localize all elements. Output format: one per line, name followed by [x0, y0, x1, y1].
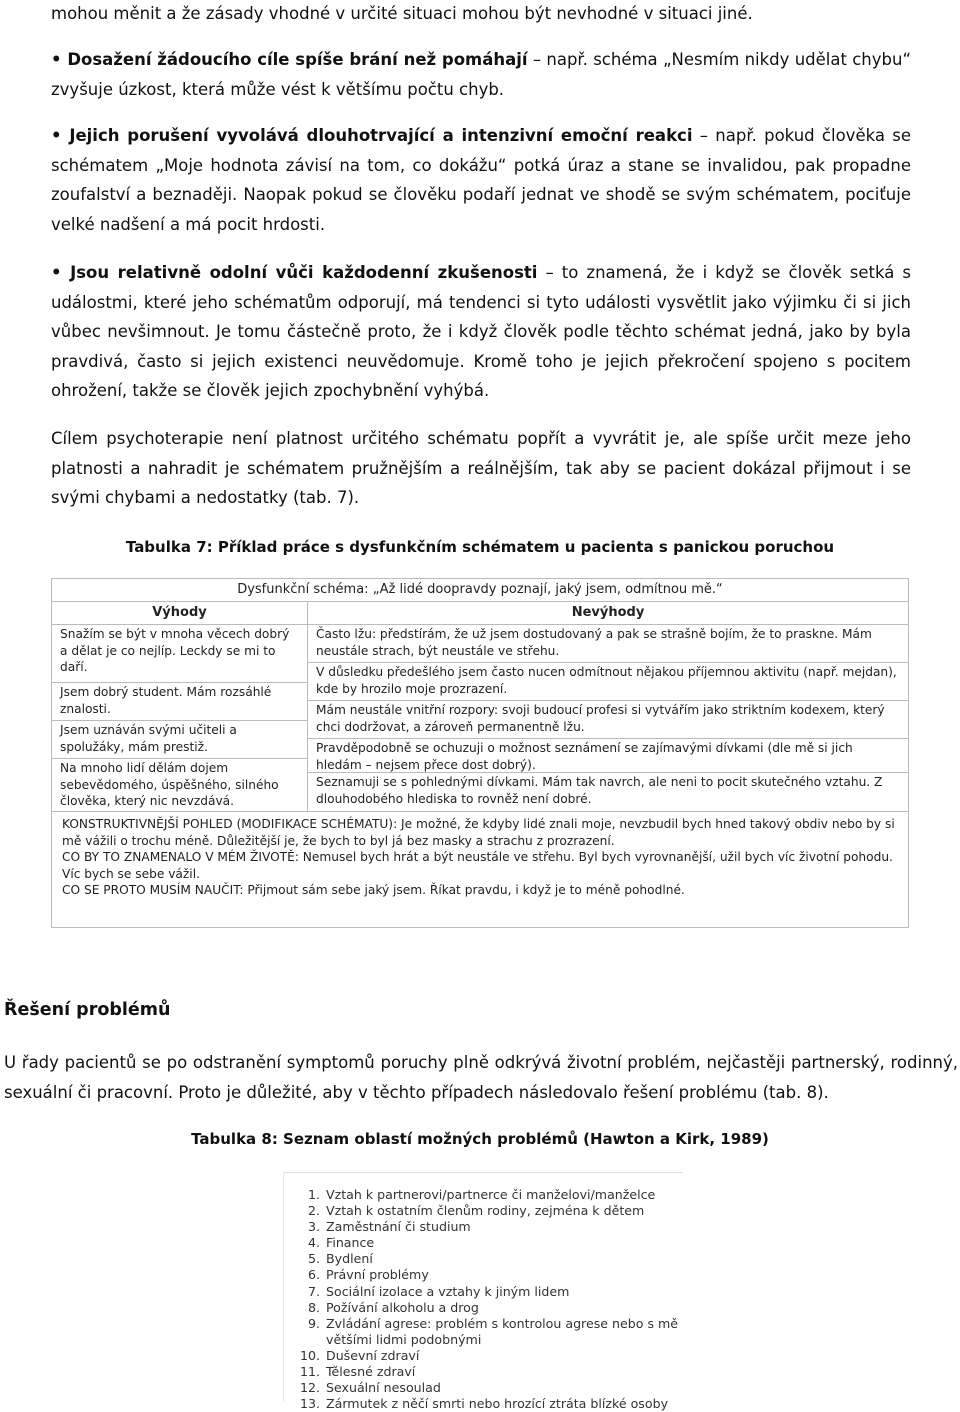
table-8-item: 1. Vztah k partnerovi/partnerce či manželovi/manželce: [307, 1187, 656, 1202]
table-7-header-row: [52, 602, 908, 625]
table-7-constructive-line: KONSTRUKTIVNĚJŠÍ POHLED (MODIFIKACE SCHÉMATU): Je možné, že kdyby lidé znali moje, nevzbudil bych hned takový obdiv nebo by si mě vážili o trochu méně. Důležitější je, že bych to byl já bez masky a strachu z prozrazení.: [62, 817, 895, 848]
paragraph-problem-solving-text: U řady pacientů se po odstranění symptomů poruchy plně odkrývá životní problém, nejčastěji partnerský, rodinný, sexuální či pracovní. Proto je důležité, aby v těchto případech následovalo řešení problému (tab. 8).: [4, 1053, 958, 1102]
table-7-left-column: [52, 625, 308, 811]
table-8-item: 2. Vztah k ostatním členům rodiny, zejména k dětem: [307, 1203, 645, 1219]
table-8: [283, 1172, 683, 1412]
table-7-caption: Tabulka 7: Příklad práce s dysfunkčním schématem u pacienta s panickou poruchou: [125, 538, 835, 556]
paragraph-goal-psychotherapy: [51, 424, 911, 513]
table-8-caption: Tabulka 8: Seznam oblastí možných problémů (Hawton a Kirk, 1989): [191, 1130, 769, 1148]
table-7-left-cell: Jsem dobrý student. Mám rozsáhlé znalosti.: [52, 683, 307, 721]
table-7: [51, 578, 909, 928]
paragraph-problem-solving: [4, 1048, 958, 1107]
table-8-item: 10. Duševní zdraví: [300, 1347, 420, 1363]
paragraph-goal-text: Cílem psychoterapie není platnost určitého schématu popřít a vyvrátit je, ale spíše určit meze jeho platnosti a nahradit je schématem pružnějším a reálnějším, tak aby se pacient dokázal přijmout i se svými chybami a nedostatky (tab. 7).: [51, 429, 911, 507]
table-8-item: 8. Požívání alkoholu a drog: [307, 1299, 479, 1315]
bullet-goal: [51, 45, 911, 104]
table-7-left-cell: Snažím se být v mnoha věcech dobrý a dělat je co nejlíp. Leckdy se mi to daří.: [52, 625, 307, 683]
table-7-right-column: [308, 625, 908, 811]
table-7-right-cell: Často lžu: předstírám, že už jsem dostudovaný a pak se strašně bojím, že to praskne. Mám neustále strach, být neustále ve střehu.: [308, 625, 908, 663]
table-7-title: Dysfunkční schéma: „Až lidé doopravdy poznají, jaký jsem, odmítnou mě.“: [52, 579, 908, 602]
table-8-item: 6. Právní problémy: [307, 1267, 429, 1283]
bullet-goal-head: • Dosažení žádoucího cíle spíše brání než pomáhají: [51, 50, 528, 69]
table-8-item: 13. Zármutek z něčí smrti nebo hrozící ztráta blízké osoby: [300, 1396, 669, 1412]
table-7-head-disadvantages: Nevýhody: [571, 605, 645, 620]
paragraph-intro-text: mohou měnit a že zásady vhodné v určité situaci mohou být nevhodné v situaci jiné.: [51, 4, 753, 23]
table-7-right-cell: V důsledku předešlého jsem často nucen odmítnout nějakou příjemnou aktivitu (např. mejdan), kde by hrozilo moje prozrazení.: [308, 663, 908, 701]
table-7-body: [52, 625, 908, 812]
bullet-resistant-text: – to znamená, že i když se člověk setká s událostmi, které jeho schématům odporují, má tendenci si tyto události vysvětlit jako výjimku či si jich vůbec nevšimnout. Je tomu částečně proto, že i když člověk podle těchto schémat jedná, jako by byla pravdivá, často si jejich existenci neuvědomuje. Kromě toho je jejich překročení spojeno s pocitem ohrožení, takže se člověk jejich zpochybnění vyhýbá.: [51, 263, 911, 400]
section-heading-problem-solving: Řešení problémů: [4, 1000, 171, 1020]
table-7-learn-line: CO SE PROTO MUSÍM NAUČIT: Přijmout sám sebe jaký jsem. Říkat pravdu, i když je to méně pohodlné.: [62, 883, 685, 897]
table-8-item: 12. Sexuální nesoulad: [300, 1380, 441, 1396]
paragraph-intro: [51, 0, 911, 29]
table-7-right-cell: Pravděpodobně se ochuzuji o možnost seznámení se zajímavými dívkami (dle mě si jich hledám – nejsem přece dost dobrý).: [308, 739, 908, 773]
table-8-item: 7. Sociální izolace a vztahy k jiným lidem: [307, 1283, 570, 1299]
table-7-right-cell: Mám neustále vnitřní rozpory: svoji budoucí profesi si vytvářím jako striktním kodexem, který chci dodržovat, a zároveň permanentně lžu.: [308, 701, 908, 739]
bullet-resistant: [51, 258, 911, 406]
bullet-violation-head: • Jejich porušení vyvolává dlouhotrvající a intenzivní emoční reakci: [51, 126, 693, 145]
table-8-item: 3. Zaměstnání či studium: [307, 1219, 471, 1235]
table-7-head-advantages: Výhody: [52, 602, 308, 624]
table-8-item: 11. Tělesné zdraví: [300, 1364, 416, 1380]
bullet-resistant-head: • Jsou relativně odolní vůči každodenní zkušenosti: [51, 263, 538, 282]
table-8-item: 4. Finance: [307, 1235, 375, 1251]
table-7-right-cell: Seznamuji se s pohlednými dívkami. Mám tak navrch, ale neni to pocit skutečného vztahu. Z dlouhodobého hlediska to rovněž není dobré.: [316, 775, 883, 806]
table-8-item: 9. Zvládání agrese: problém s kontrolou agrese nebo s mě většími lidmi podobnými: [307, 1315, 679, 1347]
table-7-constructive-view: [52, 812, 908, 903]
table-8-item: 5. Bydlení: [307, 1251, 373, 1267]
bullet-violation: [51, 121, 911, 239]
table-7-left-cell: Na mnoho lidí dělám dojem sebevědomého, úspěšného, silného člověka, který nic nevzdává.: [60, 761, 279, 808]
bullet-goal-text: – např. schéma „Nesmím nikdy udělat chybu“ zvyšuje úzkost, která může vést k většímu počtu chyb.: [51, 50, 911, 99]
table-7-left-cell: Jsem uznáván svými učiteli a spolužáky, mám prestiž.: [52, 721, 307, 759]
bullet-violation-text: – např. pokud člověka se schématem „Moje hodnota závisí na tom, co dokážu“ potká úraz a stane se invalidou, pak propadne zoufalství a beznaději. Naopak pokud se člověku podaří jednat ve shodě se svým schématem, pociťuje velké nadšení a má pocit hrdosti.: [51, 126, 911, 234]
table-7-meaning-line: CO BY TO ZNAMENALO V MÉM ŽIVOTĚ: Nemusel bych hrát a být neustále ve střehu. Byl bych vyrovnanější, užil bych víc životní pohodu. Víc bych se sebe vážil.: [62, 850, 893, 881]
